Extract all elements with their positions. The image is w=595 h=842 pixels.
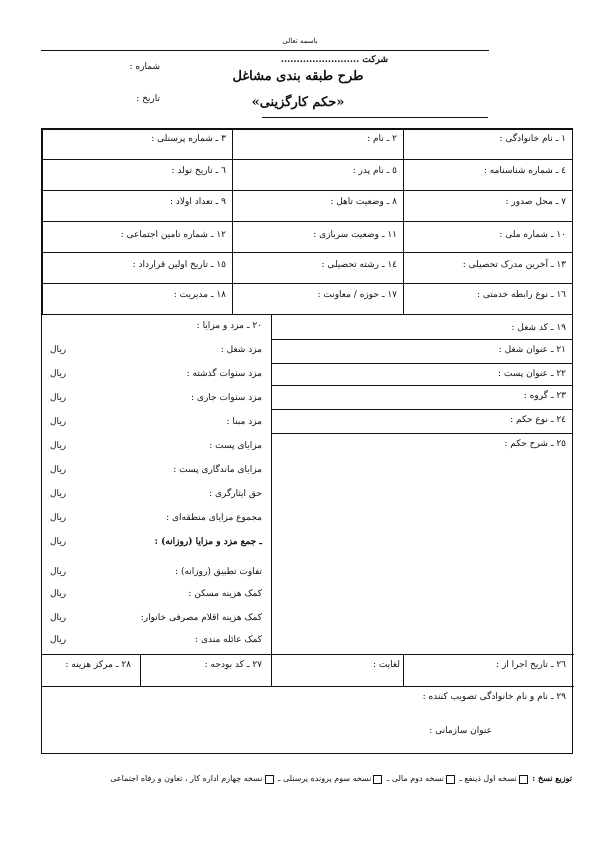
field-label: ۱۲ ـ شماره تامین اجتماعی : xyxy=(120,230,226,240)
field-label: ۲ ـ نام : xyxy=(367,134,397,144)
field-issue-place[interactable] xyxy=(403,190,573,222)
pay-item-unit: ریال xyxy=(50,465,67,475)
pay-item-unit: ریال xyxy=(50,345,67,355)
field-department[interactable] xyxy=(232,283,404,315)
pay-item-unit: ریال xyxy=(50,635,67,645)
company-name: شرکت ......................... xyxy=(280,55,388,65)
field-employment-type[interactable] xyxy=(403,283,573,315)
copy-4-label: نسخه چهارم اداره کار ، تعاون و رفاه اجتماعی xyxy=(110,774,263,783)
pay-item-label: ـ جمع مزد و مزایا (روزانه) : xyxy=(154,537,262,547)
field-order-type[interactable]: ۲٤ ـ نوع حکم : xyxy=(510,415,566,425)
row-rule xyxy=(42,654,574,655)
checkbox-copy-3[interactable] xyxy=(373,775,382,784)
pay-item-label: مزایای ماندگاری پست : xyxy=(173,465,262,475)
field-cost-center[interactable]: ۲۸ ـ مرکز هزینه : xyxy=(65,660,131,670)
pay-item-label: مجموع مزایای منطقه‌ای : xyxy=(166,513,262,523)
pay-item-label: تفاوت تطبیق (روزانه) : xyxy=(175,567,262,577)
field-budget-code[interactable]: ۲۷ ـ کد بودجه : xyxy=(204,660,262,670)
field-birth-date[interactable] xyxy=(42,159,233,191)
pay-item-label: مزد مبنا : xyxy=(226,417,262,427)
pay-item-label: مزایای پست : xyxy=(209,441,262,451)
field-management[interactable] xyxy=(42,283,233,315)
field-family-name[interactable] xyxy=(403,129,573,160)
pay-item-unit: ریال xyxy=(50,513,67,523)
field-personnel-number[interactable] xyxy=(42,129,233,160)
field-social-security-number[interactable] xyxy=(42,221,233,253)
field-military-status[interactable] xyxy=(232,221,404,253)
field-label: ۱۰ ـ شماره ملی : xyxy=(499,230,566,240)
field-approver-name[interactable]: ۲۹ ـ نام و نام خانوادگی تصویب کننده : xyxy=(422,692,566,702)
separator: ـ xyxy=(278,774,281,783)
field-post-title[interactable]: ۲۲ ـ عنوان پست : xyxy=(497,369,566,379)
distribution-label: توزیع نسخ : xyxy=(532,773,572,783)
field-label: ۱٦ ـ نوع رابطه خدمتی : xyxy=(476,290,566,300)
form-table xyxy=(41,128,573,754)
checkbox-copy-4[interactable] xyxy=(265,775,274,784)
field-order-description[interactable]: ۲٥ ـ شرح حکم : xyxy=(504,439,566,449)
row-rule xyxy=(271,363,573,364)
copy-2-label: نسخه دوم مالی xyxy=(391,774,444,783)
field-label: ۱ ـ نام خانوادگی : xyxy=(499,134,566,144)
form-title: طرح طبقه بندی مشاغل xyxy=(232,69,364,84)
pay-header: ۲۰ ـ مزد و مزایا : xyxy=(196,321,262,331)
field-father-name[interactable] xyxy=(232,159,404,191)
pay-item-unit: ریال xyxy=(50,567,67,577)
col-rule xyxy=(403,654,404,686)
field-label: ۷ ـ محل صدور : xyxy=(505,197,566,207)
field-label: ۱٥ ـ تاریخ اولین قرارداد : xyxy=(132,260,226,270)
pay-item-unit: ریال xyxy=(50,441,67,451)
number-label: شماره : xyxy=(129,62,160,72)
field-label: ۸ ـ وضعیت تاهل : xyxy=(330,197,397,207)
pay-item-label: کمک هزینه اقلام مصرفی خانوار: xyxy=(140,613,262,623)
field-label: ۱٤ ـ رشته تحصیلی : xyxy=(321,260,397,270)
row-rule xyxy=(271,409,573,410)
pay-item-label: مزد سنوات جاری : xyxy=(191,393,262,403)
field-study-field[interactable] xyxy=(232,252,404,284)
field-job-title[interactable]: ۲۱ ـ عنوان شغل : xyxy=(498,345,566,355)
pay-item-unit: ریال xyxy=(50,393,67,403)
field-until[interactable]: لغایت : xyxy=(372,660,400,670)
field-label: ٥ ـ نام پدر : xyxy=(352,166,397,176)
field-national-code[interactable] xyxy=(403,221,573,253)
row-rule xyxy=(271,433,573,434)
header-bottom-rule xyxy=(262,117,488,118)
field-label: ۹ ـ تعداد اولاد : xyxy=(169,197,226,207)
row-rule xyxy=(271,339,573,340)
header-top-rule xyxy=(41,50,489,51)
pay-divider xyxy=(271,315,272,654)
field-label: ٤ ـ شماره شناسنامه : xyxy=(483,166,566,176)
row-rule xyxy=(42,686,574,687)
pay-item-unit: ریال xyxy=(50,489,67,499)
field-org-title[interactable]: عنوان سازمانی : xyxy=(429,726,492,736)
field-first-name[interactable] xyxy=(232,129,404,160)
field-last-degree[interactable] xyxy=(403,252,573,284)
row-rule xyxy=(271,385,573,386)
date-label: تاریخ : xyxy=(136,94,160,104)
distribution-line xyxy=(90,773,572,784)
field-label: ٦ ـ تاریخ تولد : xyxy=(171,166,226,176)
pay-item-unit: ریال xyxy=(50,537,67,547)
field-marital-status[interactable] xyxy=(232,190,404,222)
pay-item-unit: ریال xyxy=(50,613,67,623)
field-label: ۱۳ ـ آخرین مدرک تحصیلی : xyxy=(462,260,566,270)
basmala: باسمه تعالی xyxy=(282,37,318,45)
copy-1-label: نسخه اول ذینفع xyxy=(464,774,517,783)
col-rule xyxy=(271,654,272,686)
pay-item-label: مزد سنوات گذشته : xyxy=(186,369,262,379)
col-rule xyxy=(140,654,141,686)
field-execution-date[interactable]: ۲٦ ـ تاریخ اجرا از : xyxy=(496,660,566,670)
field-label: ۱۷ ـ حوزه / معاونت : xyxy=(317,290,397,300)
pay-item-label: مزد شغل : xyxy=(220,345,262,355)
field-label: ۳ ـ شماره پرسنلی : xyxy=(151,134,226,144)
field-job-code[interactable]: ۱۹ ـ کد شغل : xyxy=(511,323,566,333)
pay-item-unit: ریال xyxy=(50,589,67,599)
pay-item-unit: ریال xyxy=(50,369,67,379)
field-first-contract-date[interactable] xyxy=(42,252,233,284)
pay-item-label: کمک هزینه مسکن : xyxy=(188,589,262,599)
pay-item-unit: ریال xyxy=(50,417,67,427)
field-label: ۱۱ ـ وضعیت سربازی : xyxy=(313,230,397,240)
pay-item-label: حق ایثارگری : xyxy=(209,489,262,499)
separator: ـ xyxy=(459,774,462,783)
checkbox-copy-1[interactable] xyxy=(519,775,528,784)
form-subtitle: «حکم کارگزینی» xyxy=(251,95,345,110)
field-label: ۱۸ ـ مدیریت : xyxy=(173,290,226,300)
field-id-number[interactable] xyxy=(403,159,573,191)
checkbox-copy-2[interactable] xyxy=(446,775,455,784)
field-children-count[interactable] xyxy=(42,190,233,222)
field-group[interactable]: ۲۳ ـ گروه : xyxy=(523,391,566,401)
separator: ـ xyxy=(386,774,390,783)
pay-item-label: کمک عائله مندی : xyxy=(195,635,262,645)
copy-3-label: نسخه سوم پرونده پرسنلی xyxy=(282,774,372,783)
